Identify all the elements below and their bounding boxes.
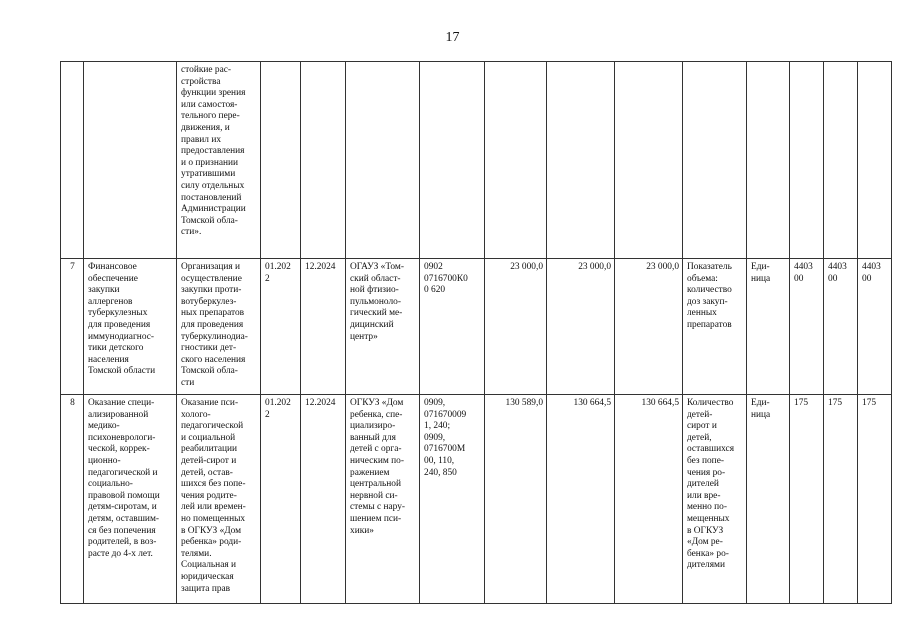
cell-activity: Оказание пси- холого- педагогической и социальной реабилитации детей-сирот и детей, остав- шихся без попе- чения родите- лей или времен- но помещенных в ОГКУЗ «Дом ребенка» роди- телями. Социальная и юридическая защита прав <box>177 395 261 604</box>
cell-sum-2 <box>547 62 615 259</box>
cell-value-3: 4403 00 <box>858 259 892 395</box>
cell-kbk <box>420 62 485 259</box>
cell-indicator: Количество детей- сирот и детей, оставшихся без попе- чения ро- дителей или вре- менно по- мещенных в ОГКУЗ «Дом ре- бенка» ро- дителями <box>683 395 747 604</box>
cell-value-2 <box>824 62 858 259</box>
cell-name <box>84 62 177 259</box>
cell-unit <box>747 62 790 259</box>
cell-sum-2: 23 000,0 <box>547 259 615 395</box>
cell-sum-2: 130 664,5 <box>547 395 615 604</box>
cell-value-3 <box>858 62 892 259</box>
cell-kbk: 0902 0716700К0 0 620 <box>420 259 485 395</box>
cell-end-date <box>301 62 346 259</box>
cell-value-1 <box>790 62 824 259</box>
cell-value-3: 175 <box>858 395 892 604</box>
cell-unit: Еди- ница <box>747 259 790 395</box>
cell-name: Оказание специ- ализированной медико- психоневрологи- ческой, коррек- ционно- педагогической и социально- правовой помощи детям-сиротам, и детям, оставшим- ся без попечения родителей, в воз- расте до 4-х лет. <box>84 395 177 604</box>
cell-value-2: 175 <box>824 395 858 604</box>
cell-indicator <box>683 62 747 259</box>
table-row <box>61 259 892 395</box>
cell-end-date: 12.2024 <box>301 259 346 395</box>
cell-sum-1 <box>485 62 547 259</box>
cell-number: 8 <box>61 395 84 604</box>
cell-start-date: 01.202 2 <box>261 259 301 395</box>
cell-kbk: 0909, 071670009 1, 240; 0909, 0716700М 00, 110, 240, 850 <box>420 395 485 604</box>
cell-value-1: 4403 00 <box>790 259 824 395</box>
cell-sum-3: 23 000,0 <box>615 259 683 395</box>
cell-sum-1: 130 589,0 <box>485 395 547 604</box>
cell-sum-3: 130 664,5 <box>615 395 683 604</box>
cell-end-date: 12.2024 <box>301 395 346 604</box>
cell-unit: Еди- ница <box>747 395 790 604</box>
cell-start-date <box>261 62 301 259</box>
cell-start-date: 01.202 2 <box>261 395 301 604</box>
cell-sum-1: 23 000,0 <box>485 259 547 395</box>
cell-activity: Организация и осуществление закупки проти- вотуберкулез- ных препаратов для проведения туберкулинодиа- гностики дет- ского населения Томской обла- сти <box>177 259 261 395</box>
cell-name: Финансовое обеспечение закупки аллергенов туберкулезных для проведения иммунодиагнос- тики детского населения Томской области <box>84 259 177 395</box>
cell-activity: стойкие рас- стройства функции зрения или самостоя- тельного пере- движения, и правил их предоставления и о признании утратившими силу отдельных постановлений Администрации Томской обла- сти». <box>177 62 261 259</box>
cell-sum-3 <box>615 62 683 259</box>
plan-table <box>60 61 892 604</box>
cell-number: 7 <box>61 259 84 395</box>
cell-executor <box>346 62 420 259</box>
table-row <box>61 395 892 604</box>
cell-executor: ОГКУЗ «Дом ребенка, спе- циализиро- ванный для детей с орга- ническим по- ражением центральной нервной си- стемы с нару- шением пси- хики» <box>346 395 420 604</box>
cell-value-2: 4403 00 <box>824 259 858 395</box>
table-row <box>61 62 892 259</box>
cell-executor: ОГАУЗ «Том- ский област- ной фтизио- пульмоноло- гический ме- дицинский центр» <box>346 259 420 395</box>
cell-value-1: 175 <box>790 395 824 604</box>
cell-number <box>61 62 84 259</box>
cell-indicator: Показатель объема: количество доз закуп- ленных препаратов <box>683 259 747 395</box>
page-number: 17 <box>445 30 460 45</box>
